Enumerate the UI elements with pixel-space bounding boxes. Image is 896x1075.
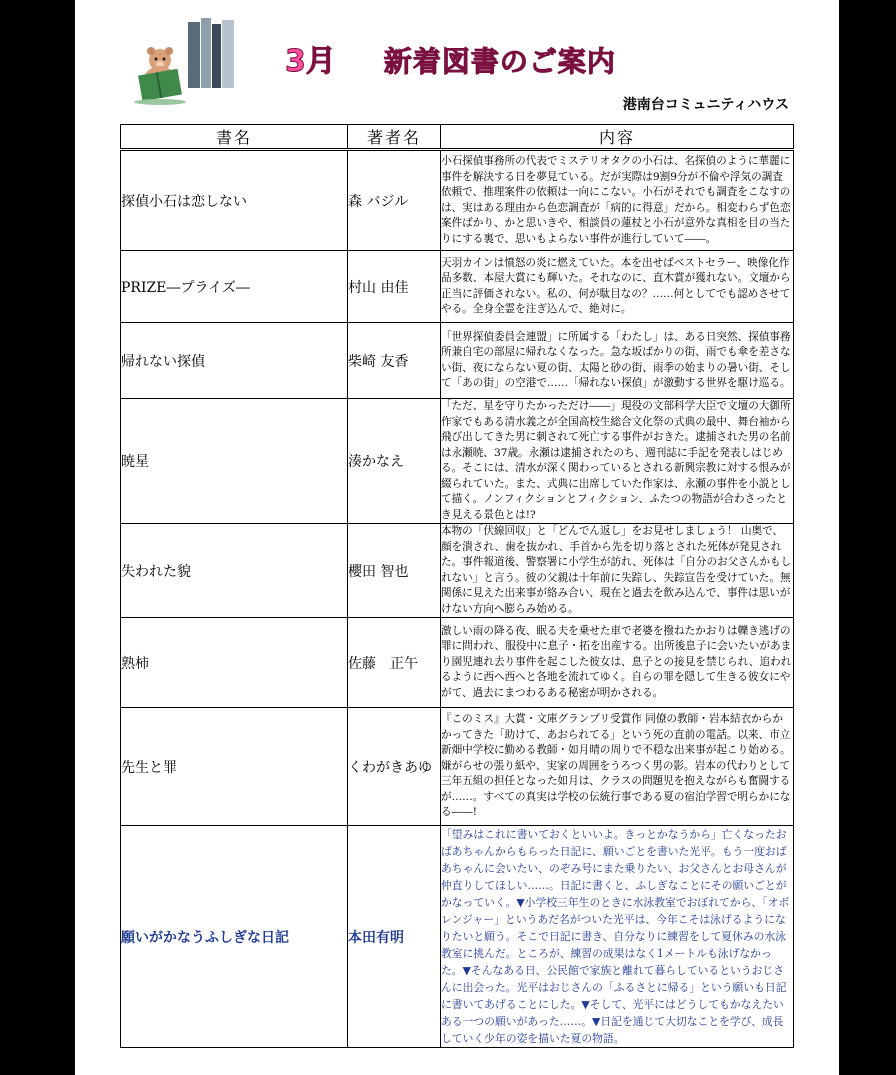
book-author: くわがきあゆ [348,708,441,826]
book-author: 森 バジル [348,150,441,251]
book-author: 櫻田 智也 [348,524,441,618]
table-row [121,524,794,618]
book-description: 小石探偵事務所の代表でミステリオタクの小石は、名探偵のように華麗に事件を解決する日を夢見ている。だが実際は9割9分が不倫や浮気の調査依頼で、推理案件の依頼は一向にこない。小石がそれでも調査をこなすのは、実はある理由から色恋調査が「病的に得意」だから。相変わらず色恋案件ばかり、かと思いきや、相談員の蓮杖と小石が意外な真相を目の当たりにする裏で、思いもよらない事件が進行していて――。 [441,150,794,251]
book-title: 熟柿 [121,618,348,708]
organization-name: 港南台コミュニティハウス [622,97,789,113]
header [75,0,839,120]
new-books-table [120,124,794,1048]
book-author: 湊かなえ [348,399,441,524]
book-title: 探偵小石は恋しない [121,150,348,251]
book-author: 本田有明 [348,826,441,1048]
flyer-page [75,0,839,1075]
table-row [121,708,794,826]
book-description: 「望みはこれに書いておくといいよ。きっとかなうから」亡くなったおばあちゃんからもらった日記に、願いごとを書いた光平。もう一度おばあちゃんに会いたい、のぞみ号にまた乗りたい、お父さんとお母さんが仲直りしてほしい……。日記に書くと、ふしぎなことにその願いごとがかなっていく。▼小学校三年生のときに水泳教室でおぼれてから、「オボレンジャー」というあだ名がついた光平は、今年こそは泳げるようになりたいと願う。そこで日記に書き、自分なりに練習をして夏休みの水泳教室に挑んだ。ところが、練習の成果はなく1メートルも泳げなかった。▼そんなある日、公民館で家族と離れて暮らしているというおじさんに出会った。光平はおじさんの「ふるさとに帰る」という願いも日記に書いてあげることにした。▼そして、光平にはどうしてもかなえたいある一つの願いがあった……。▼日記を通じて大切なことを学び、成長していく少年の姿を描いた夏の物語。 [441,826,794,1048]
table-row [121,251,794,323]
table-row [121,826,794,1048]
book-title: 暁星 [121,399,348,524]
bear-reading-books-logo [130,14,240,106]
month-label: 3月 [285,44,336,79]
book-description: 「世界探偵委員会連盟」に所属する「わたし」は、ある日突然、探偵事務所兼自宅の部屋に帰れなくなった。急な坂ばかりの街、雨でも傘を差さない街、夜にならない夏の街、太陽と砂の街、雨季の始まりの暑い街、そして「あの街」の空港で……「帰れない探偵」が激動する世界を駆け巡る。 [441,323,794,399]
book-description: 「ただ、星を守りたかっただけ――」現役の文部科学大臣で文壇の大御所作家でもある清水義之が全国高校生総合文化祭の式典の最中、舞台袖から飛び出してきた男に刺されて死亡する事件がおきた。逮捕された男の名前は永瀬暁、37歳。永瀬は逮捕されたのち、週刊誌に手記を発表しはじめる。そこには、清水が深く関わっているとされる新興宗教に対する恨みが綴られていた。また、式典に出席していた作家は、永瀬の事件を小説として描く。ノンフィクションとフィクション、ふたつの物語が合わさったとき見える景色とは!? [441,399,794,524]
table-header-row [121,125,794,150]
column-header-description: 内容 [441,125,794,150]
book-title: 先生と罪 [121,708,348,826]
book-description: 激しい雨の降る夜、眠る夫を乗せた車で老婆を撥ねたかおりは轢き逃げの罪に問われ、服役中に息子・拓を出産する。出所後息子に会いたいがあまり園児連れ去り事件を起こした彼女は、息子との接見を禁じられ、追われるように西へ西へと各地を流れてゆく。自らの罪を隠して生きる彼女にやがて、過去にまつわるある秘密が明かされる。 [441,618,794,708]
column-header-author: 著者名 [348,125,441,150]
table-row [121,618,794,708]
table-row [121,399,794,524]
book-author: 柴崎 友香 [348,323,441,399]
book-author: 佐藤 正午 [348,618,441,708]
table-row [121,323,794,399]
page-title: 新着図書のご案内 [383,45,616,78]
book-description: 『このミス』大賞・文庫グランプリ受賞作 同僚の教師・岩本結衣からかかってきた「助けて、あおられてる」という死の直前の電話。以来、市立新畑中学校に勤める教師・如月晴の周りで不穏な出来事が起こり始める。嫌がらせの張り紙や、実家の周囲をうろつく男の影。岩本の代わりとして三年五組の担任となった如月は、クラスの問題児を抱えながらも奮闘するが……。すべての真実は学校の伝統行事である夏の宿泊学習で明らかになる――! [441,708,794,826]
column-header-title: 書名 [121,125,348,150]
book-author: 村山 由佳 [348,251,441,323]
book-title: 失われた貌 [121,524,348,618]
book-title: 帰れない探偵 [121,323,348,399]
table-row [121,150,794,251]
book-title: 願いがかなうふしぎな日記 [121,826,348,1048]
book-title: PRIZE―プライズ― [121,251,348,323]
book-description: 本物の「伏線回収」と「どんでん返し」をお見せしましょう！ 山奥で、顔を潰され、歯を抜かれ、手首から先を切り落とされた死体が発見された。事件報道後、警察署に小学生が訪れ、死体は「自分のお父さんかもしれない」と言う。彼の父親は十年前に失踪し、失踪宣告を受けていた。無関係に見えた出来事が絡み合い、現在と過去を飲み込んで、事件は思いがけない方向へ膨らみ始める。 [441,524,794,618]
book-description: 天羽カインは憤怒の炎に燃えていた。本を出せばベストセラー、映像化作品多数、本屋大賞にも輝いた。それなのに、直木賞が獲れない。文壇から正当に評価されない。私の、何が駄目なの？……何としてでも認めさせてやる。全身全霊を注ぎ込んで、絶対に。 [441,251,794,323]
title-block [285,36,616,80]
